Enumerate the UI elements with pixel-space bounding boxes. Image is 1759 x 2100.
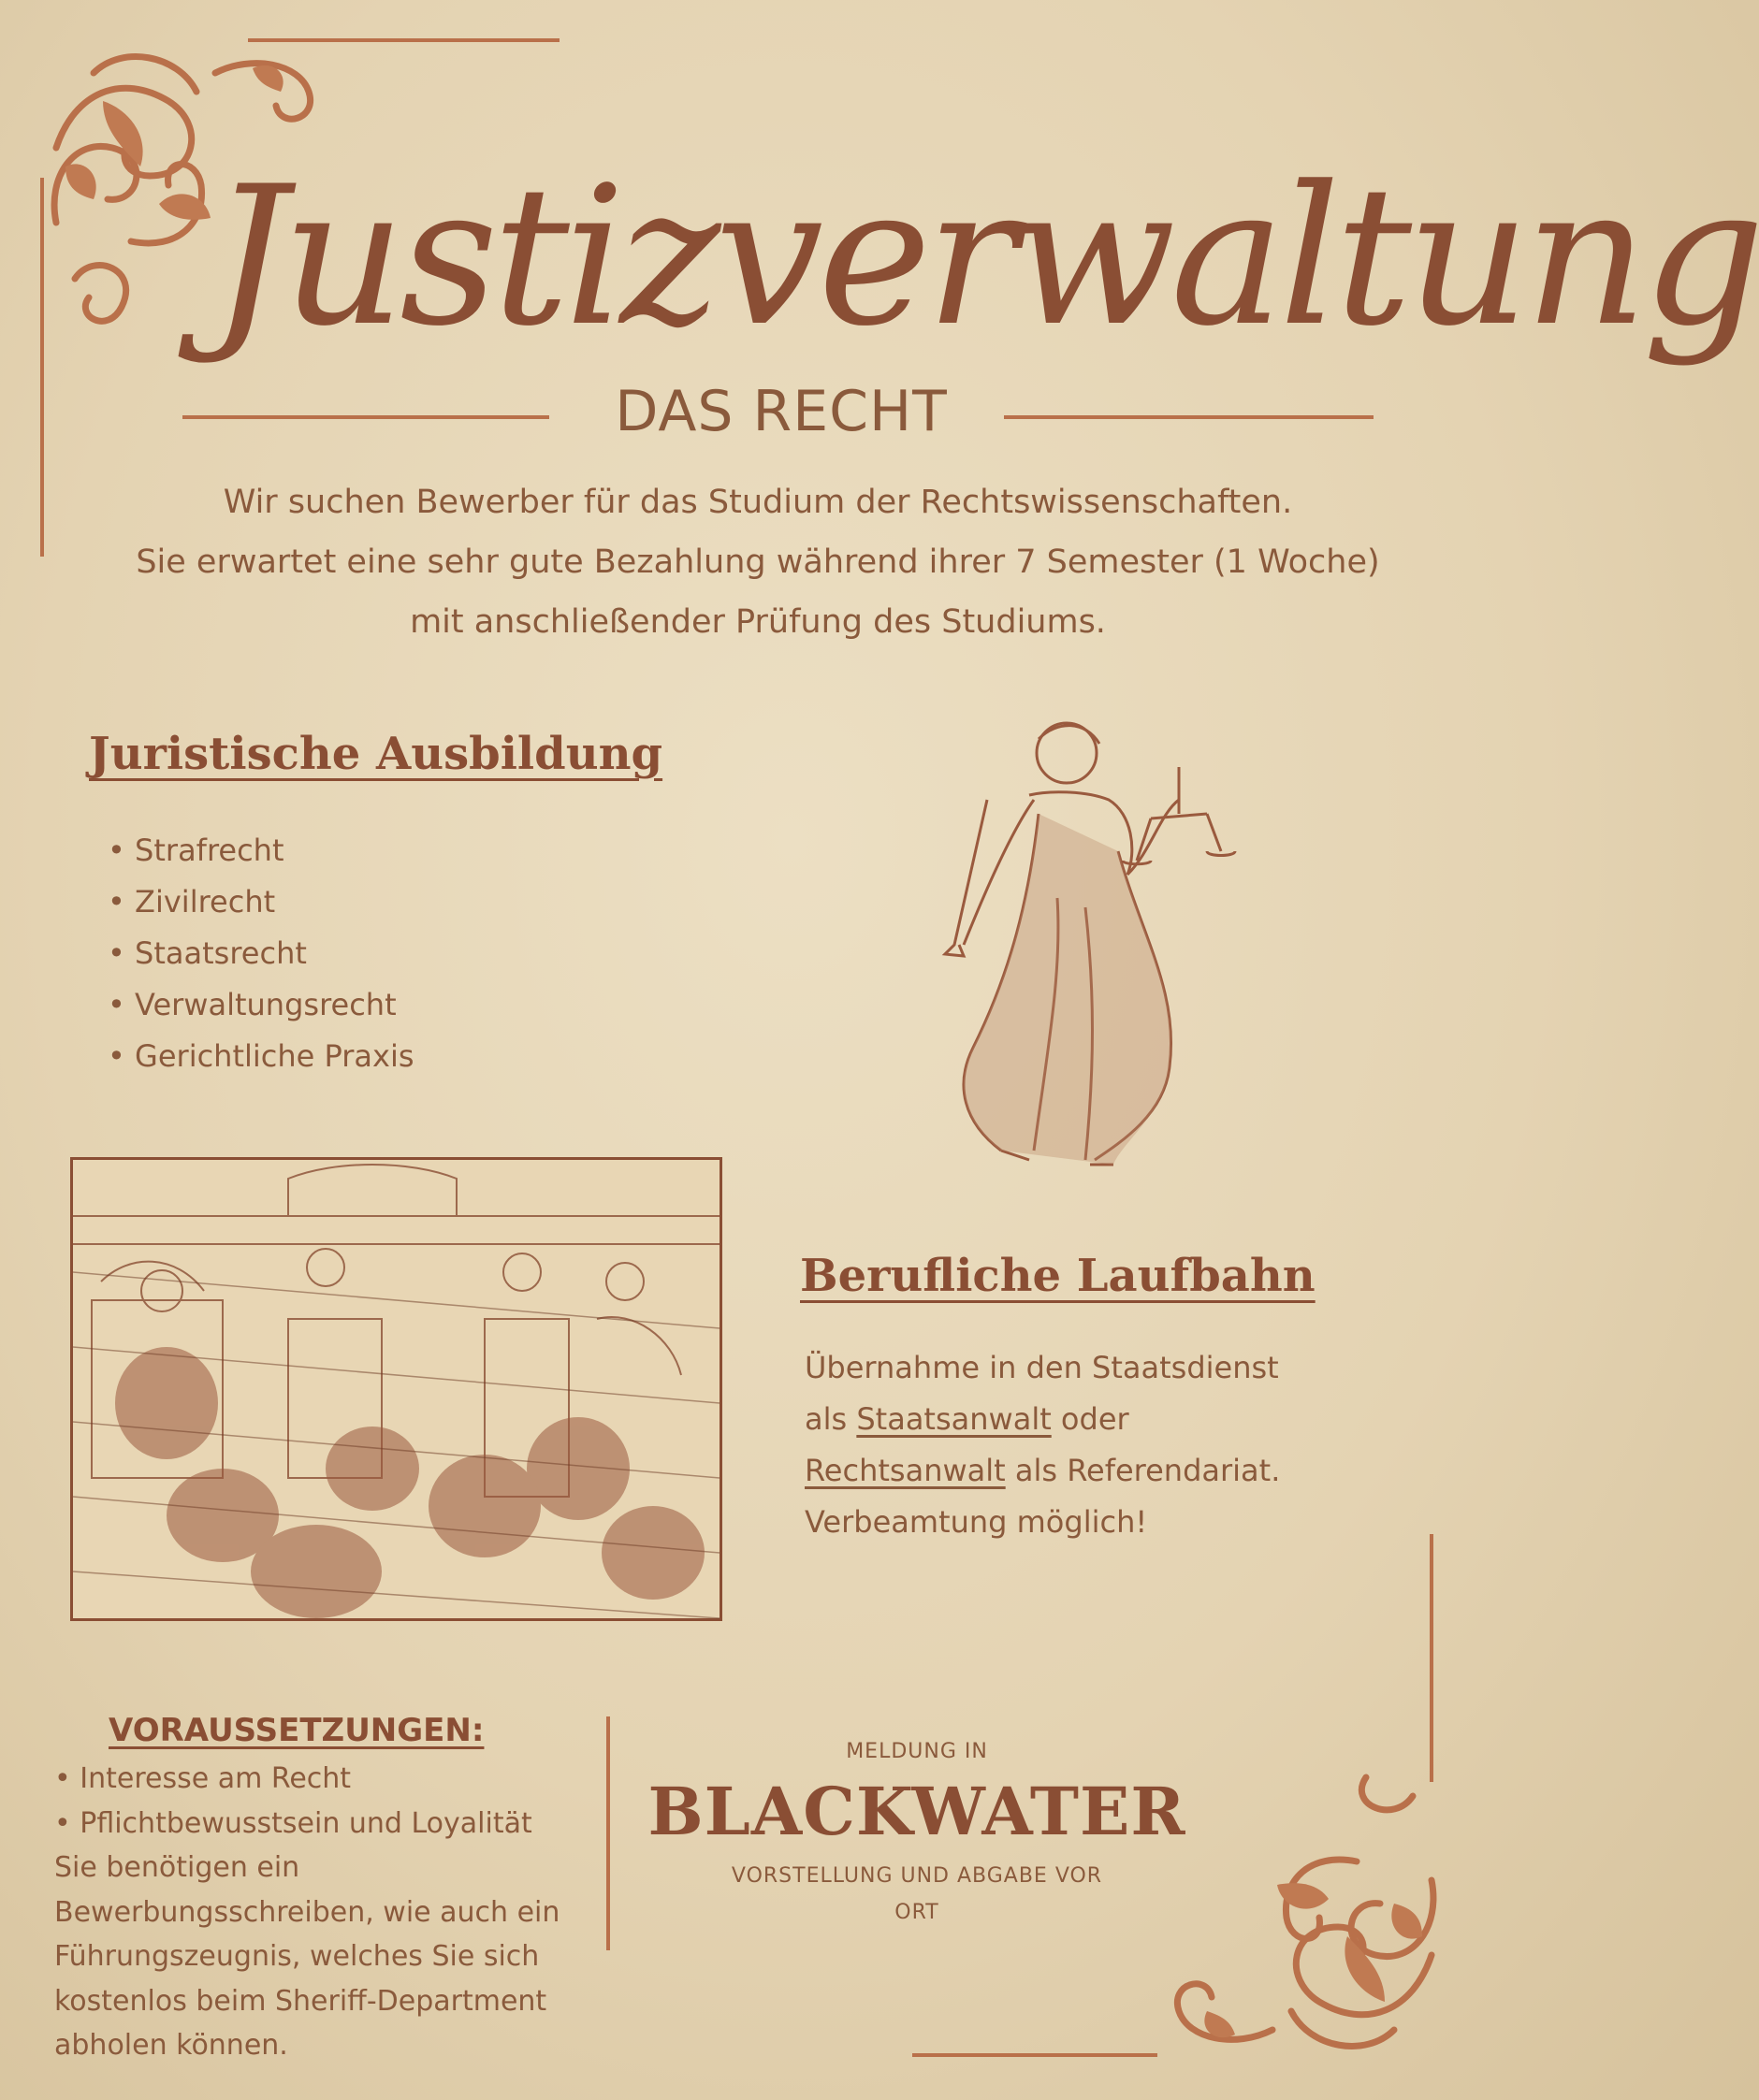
contact-city: BLACKWATER [647, 1773, 1186, 1850]
rechtsanwalt-link: Rechtsanwalt [805, 1453, 1006, 1488]
subtitle-right-rule [1004, 415, 1374, 419]
contact-post-line2: ORT [894, 1901, 939, 1924]
top-rule [248, 38, 560, 42]
subtitle-left-rule [182, 415, 549, 419]
career-line: Übernahme in den Staatsdienst [805, 1350, 1279, 1385]
training-heading: Juristische Ausbildung [89, 728, 663, 780]
list-item: • Zivilrecht [108, 876, 414, 928]
career-text [805, 1342, 1329, 1548]
right-rule [1430, 1534, 1433, 1782]
career-line [805, 1394, 1329, 1445]
requirement-text: Interesse am Recht [80, 1762, 352, 1795]
requirements-heading: VORAUSSETZUNGEN: [109, 1712, 485, 1749]
list-item: • Verwaltungsrecht [108, 979, 414, 1031]
career-heading: Berufliche Laufbahn [800, 1250, 1316, 1302]
requirements-text: Sie benötigen ein Bewerbungsschreiben, wie auch ein Führungszeugnis, welches Sie sich kostenlos beim Sheriff-Department abholen können. [54, 1851, 560, 2062]
list-item: • Strafrecht [108, 825, 414, 876]
career-line [805, 1445, 1329, 1497]
intro-text [56, 472, 1460, 652]
intro-line: mit anschließender Prüfung des Studiums. [410, 603, 1106, 641]
left-rule [40, 178, 44, 557]
career-line: Verbeamtung möglich! [805, 1504, 1148, 1540]
career-text-fragment: als Referendariat. [1005, 1453, 1281, 1488]
requirements [54, 1710, 606, 2068]
list-item: • Pflichtbewusstsein und Loyalität [54, 1806, 532, 1840]
lady-justice-engraving [898, 711, 1272, 1197]
list-item: • Gerichtliche Praxis [108, 1031, 414, 1082]
intro-line: Sie erwartet eine sehr gute Bezahlung während ihrer 7 Semester (1 Woche) [136, 543, 1380, 581]
divider-rule [606, 1716, 610, 1950]
bottom-rule [912, 2053, 1157, 2057]
intro-line: Wir suchen Bewerber für das Studium der Rechtswissenschaften. [223, 484, 1293, 521]
requirement-text: Pflichtbewusstsein und Loyalität [80, 1806, 532, 1840]
page-title: Justizverwaltung [211, 146, 1759, 369]
courtroom-engraving-icon [73, 1160, 720, 1618]
subtitle: DAS RECHT [615, 379, 948, 444]
staatsanwalt-link: Staatsanwalt [856, 1401, 1052, 1437]
list-item: • Staatsrecht [108, 928, 414, 979]
contact-post-line1: VORSTELLUNG UND ABGABE VOR [731, 1864, 1103, 1888]
ornament-bottom-right-icon [1151, 1759, 1450, 2067]
career-text-fragment: oder [1051, 1401, 1129, 1437]
contact-pre: MELDUNG IN [846, 1740, 988, 1763]
training-list [108, 825, 414, 1082]
courtroom-engraving [70, 1157, 722, 1621]
list-item: • Interesse am Recht [54, 1762, 352, 1795]
career-text-fragment: als [805, 1401, 857, 1437]
